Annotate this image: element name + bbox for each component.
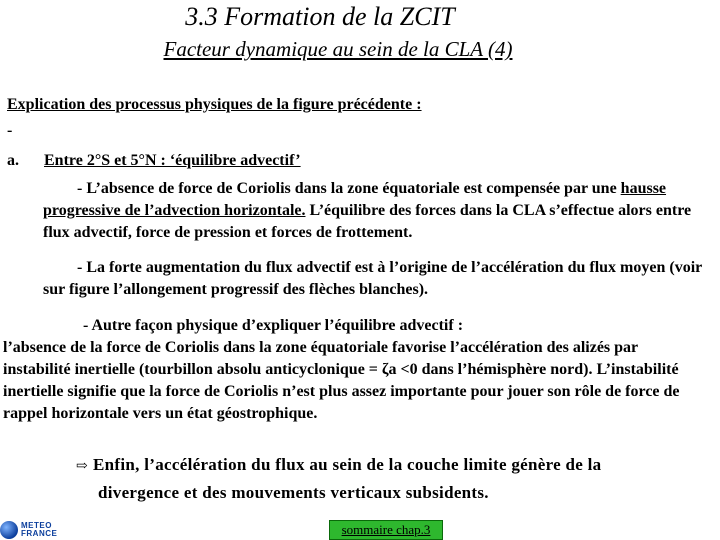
paragraph-coriolis-start: - L’absence de force de Coriolis dans la zone équatoriale est compensée par une	[77, 180, 621, 197]
logo-line1: METEO	[21, 521, 52, 530]
slide-title: 3.3 Formation de la ZCIT	[185, 2, 455, 31]
item-a-letter: a.	[7, 152, 19, 169]
conclusion-line2: divergence et des mouvements verticaux subsidents.	[98, 483, 489, 502]
conclusion-line1: Enfin, l’accélération du flux au sein de la couche limite génère de la	[93, 455, 602, 474]
intro-text: Explication des processus physiques de la figure précédente :	[7, 96, 422, 113]
summary-chapter-label: sommaire chap.3	[341, 522, 431, 537]
slide-subtitle: Facteur dynamique au sein de la CLA (4)	[163, 37, 513, 61]
paragraph-coriolis-end: L’équilibre des forces dans la CLA s’effectue alors entre flux advectif, force de pression et forces de frottement.	[43, 202, 692, 241]
paragraph-inertial-head: - Autre façon physique d’expliquer l’équilibre advectif :	[83, 317, 464, 334]
paragraph-coriolis	[43, 178, 703, 244]
logo-text	[21, 522, 57, 538]
paragraph-inertial-body: l’absence de la force de Coriolis dans la zone équatoriale favorise l’accélération des alizés par instabilité inertielle (tourbillon absolu anticyclonique = ζa <0 dans l’hémisphère nord). L’instabilité inertielle signifie que la force de Coriolis n’est plus assez importante pour jouer son rôle de force de rappel horizontale vers un état géostrophique.	[3, 339, 680, 422]
logo-line2: FRANCE	[21, 529, 58, 538]
paragraph-advective-flux: - La forte augmentation du flux advectif est à l’origine de l’accélération du flux moyen (voir sur figure l’allongement progressif des flèches blanches).	[43, 259, 702, 298]
summary-chapter-button[interactable]	[329, 520, 443, 540]
item-a	[7, 152, 301, 170]
dash-marker: -	[7, 122, 13, 139]
conclusion	[76, 452, 696, 506]
paragraph-inertial-instability	[3, 315, 703, 425]
item-a-heading: Entre 2°S et 5°N : ‘équilibre advectif’	[44, 152, 301, 169]
meteo-france-logo	[0, 520, 68, 540]
arrow-right-icon: ⇨	[76, 459, 89, 474]
paragraph-coriolis-underlined: hausse progressive de l’advection horizontale.	[43, 180, 667, 219]
globe-icon	[0, 521, 18, 539]
